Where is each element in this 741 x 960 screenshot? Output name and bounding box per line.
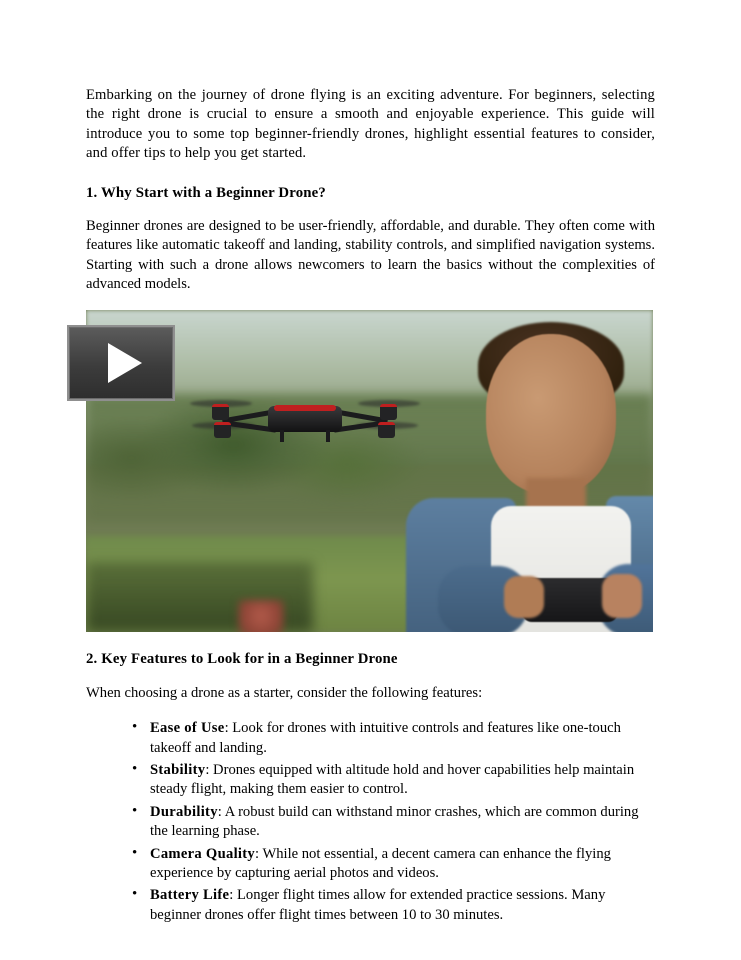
drone-motor: [214, 422, 231, 438]
boy-head: [486, 334, 616, 494]
play-icon: [108, 343, 142, 383]
feature-term: Ease of Use: [150, 720, 225, 737]
feature-term: Stability: [150, 761, 206, 778]
section-heading-1: 1. Why Start with a Beginner Drone?: [86, 184, 326, 201]
feature-text: : Drones equipped with altitude hold and hover capabilities help maintain steady flight, making them easier to control.: [150, 761, 635, 798]
foreground-blur: [238, 600, 284, 632]
quadcopter-drone: [194, 386, 412, 448]
section-heading-2: 2. Key Features to Look for in a Beginner Drone: [86, 651, 398, 668]
list-item: [132, 886, 655, 925]
video-figure: [86, 310, 653, 632]
features-list: [86, 719, 655, 925]
list-item: [132, 845, 655, 884]
feature-term: Durability: [150, 803, 218, 820]
boy-hand-right: [602, 574, 642, 618]
feature-text: : Look for drones with intuitive controls and features like one-touch takeoff and landing.: [150, 720, 621, 756]
section-1-body: Beginner drones are designed to be user-friendly, affordable, and durable. They often come with features like automatic takeoff and landing, stability controls, and simplified navigation systems. Starting with such a drone allows newcomers to learn the basics without the complexities of advanced models.: [86, 217, 655, 293]
feature-text: : Longer flight times allow for extended practice sessions. Many beginner drones offer flight times between 10 to 30 minutes.: [150, 887, 606, 923]
drone-leg: [326, 430, 330, 442]
list-item: [132, 719, 655, 758]
drone-motor: [380, 404, 397, 420]
feature-term: Battery Life: [150, 887, 230, 904]
section-2-body: When choosing a drone as a starter, consider the following features:: [86, 684, 483, 701]
feature-text: : While not essential, a decent camera can enhance the flying experience by capturing aerial photos and videos.: [150, 845, 611, 881]
list-item: [132, 803, 655, 842]
drone-motor: [212, 404, 229, 420]
intro-paragraph: Embarking on the journey of drone flying is an exciting adventure. For beginners, selecting the right drone is crucial to ensure a smooth and enjoyable experience. This guide will introduce you to some top beginner-friendly drones, highlight essential features to consider, and offer tips to help you get started.: [86, 87, 655, 162]
play-button[interactable]: [67, 325, 175, 401]
boy-hand-left: [504, 576, 544, 618]
drone-leg: [280, 430, 284, 442]
feature-term: Camera Quality: [150, 845, 256, 862]
drone-motor: [378, 422, 395, 438]
drone-body-stripe: [274, 405, 336, 411]
list-item: [132, 761, 655, 800]
feature-text: : A robust build can withstand minor crashes, which are common during the learning phase.: [150, 803, 639, 840]
